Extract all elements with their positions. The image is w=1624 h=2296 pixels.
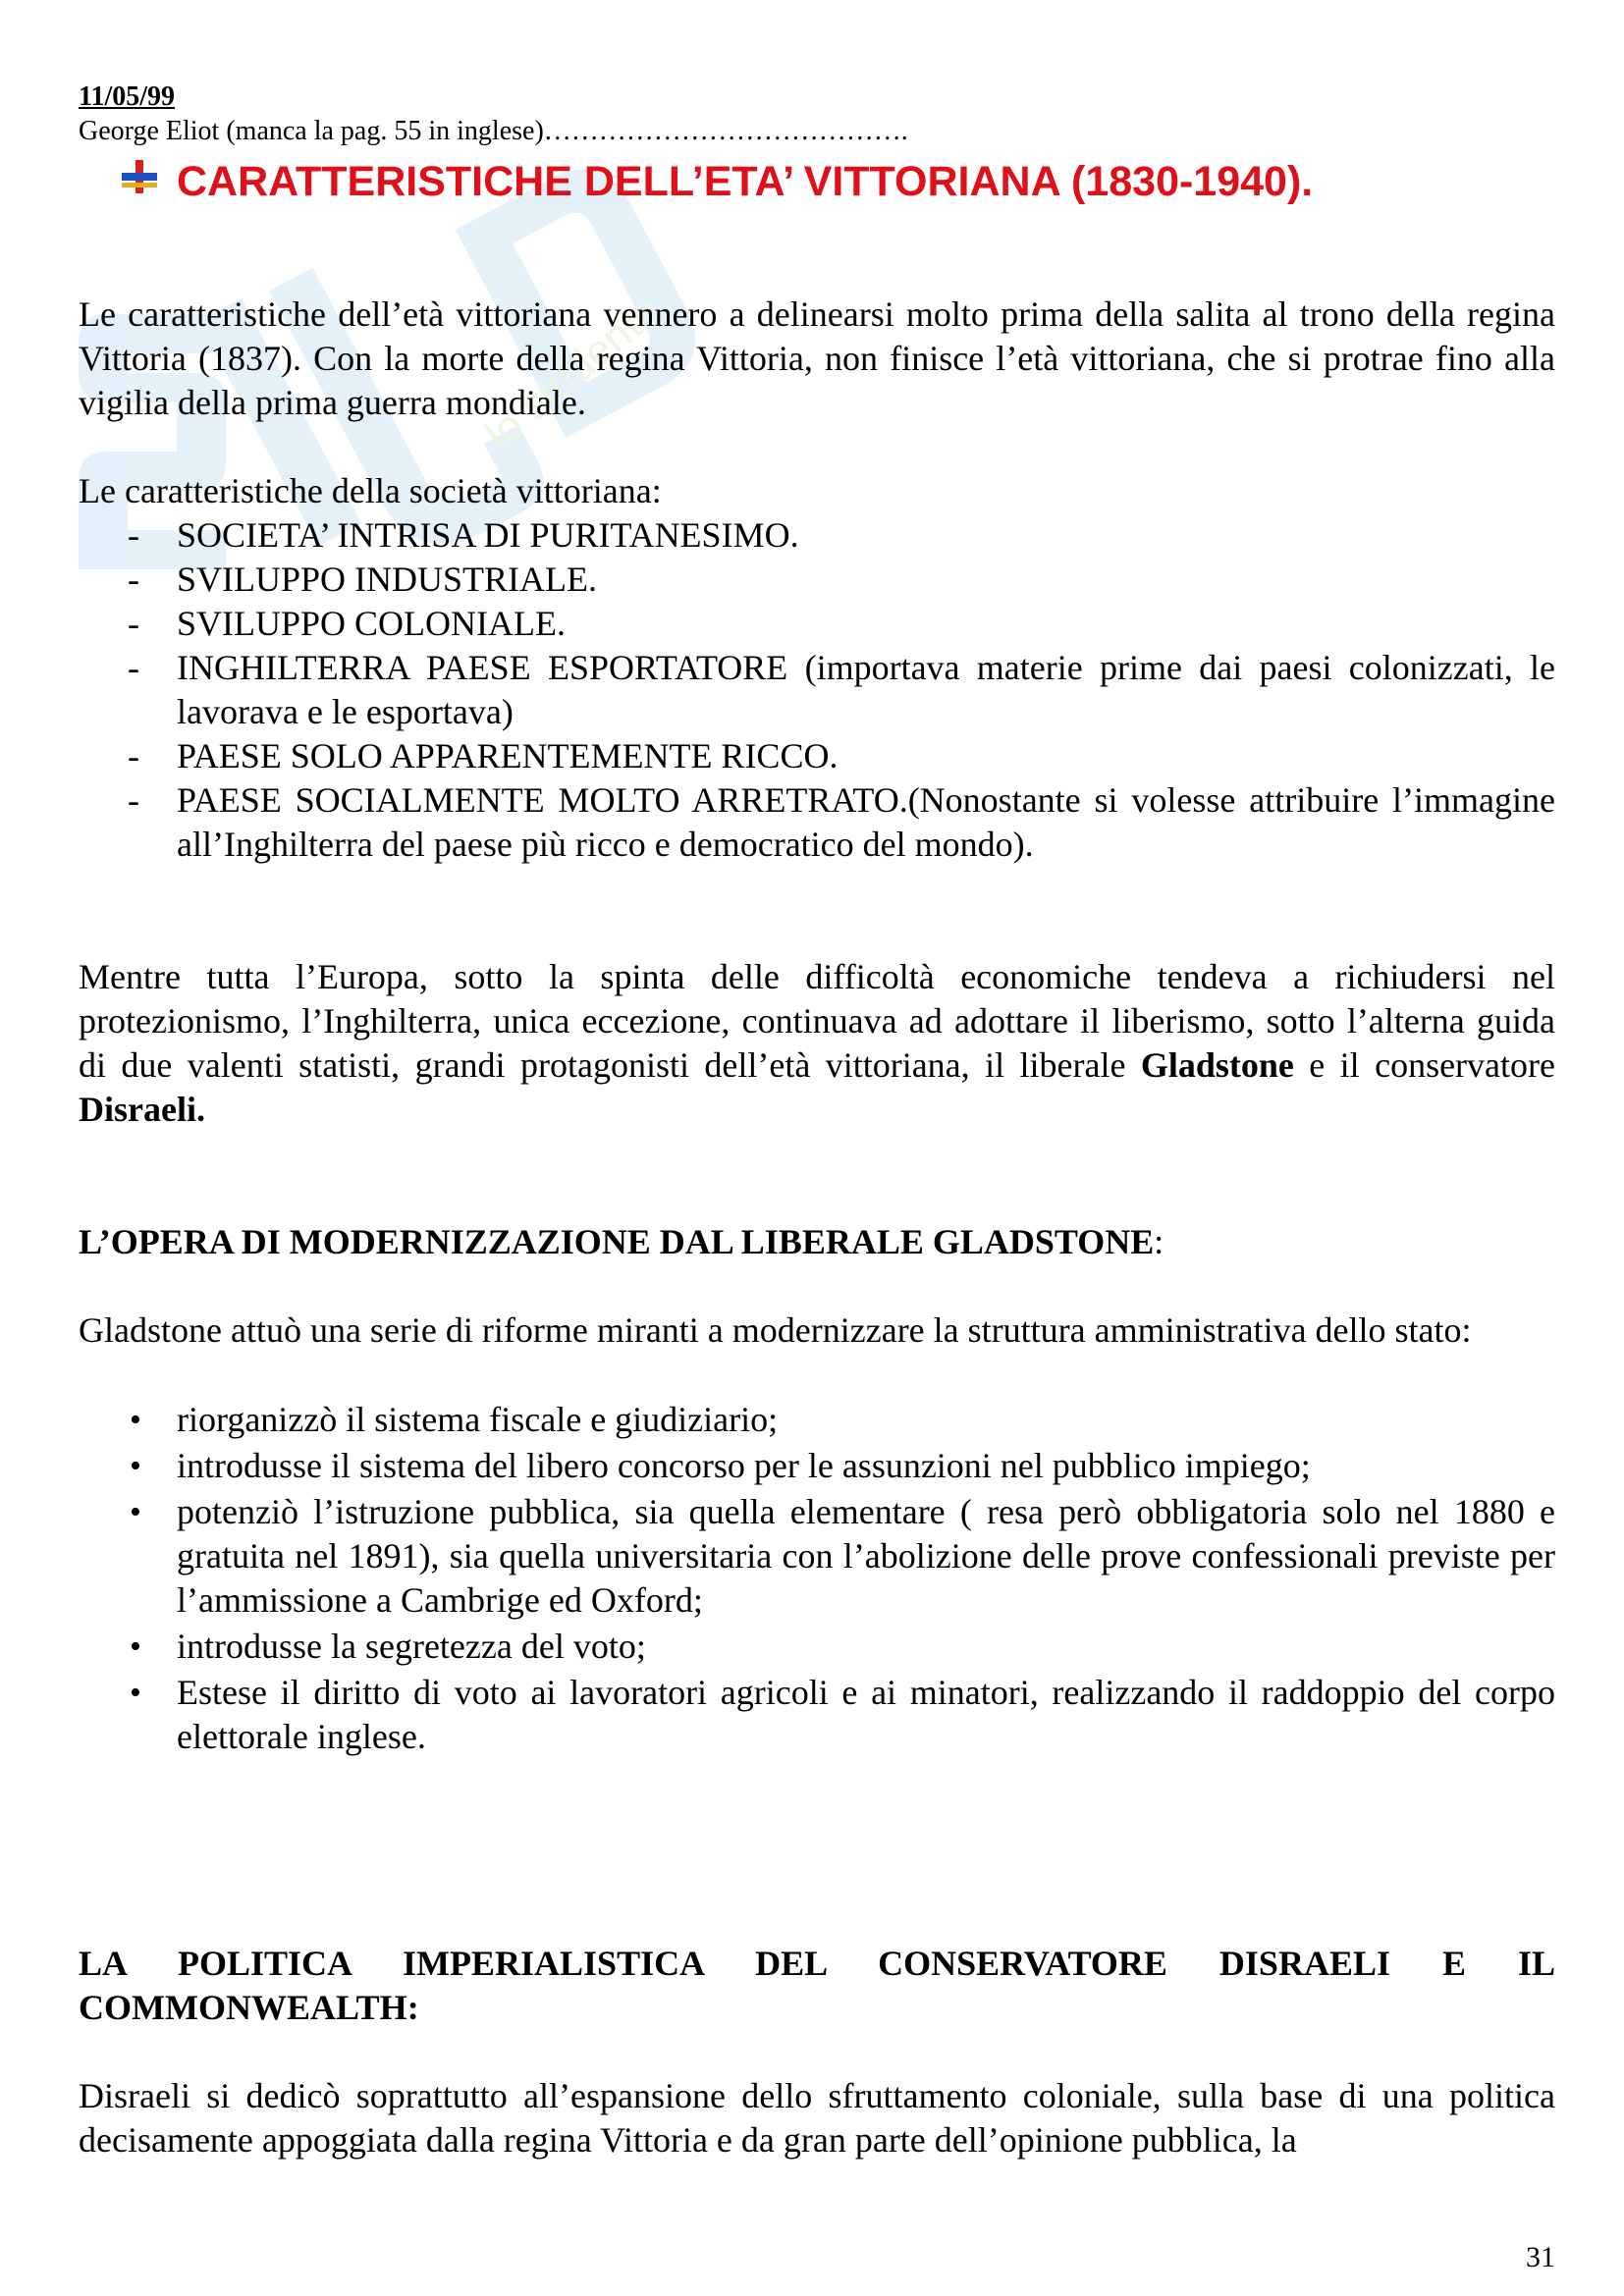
svg-text:lo studente: lo studente (475, 286, 670, 459)
disraeli-paragraph: Disraeli si dedicò soprattutto all’espansione dello sfruttamento coloniale, sulla base di una politica decisamente appoggiata dalla regina Vittoria e da gran parte dell’opinione pubblica, la (79, 2076, 1555, 2160)
gladstone-heading (79, 1220, 1555, 1264)
date: 11/05/99 (79, 81, 176, 112)
list-item: • potenziò l’istruzione pubblica, sia quella elementare ( resa però obbligatoria solo nel 1880 e gratuita nel 1891), sia quella universitaria con l’abolizione delle prove confessionali previste per l’ammissione a Cambrige ed Oxford; (79, 1490, 1555, 1623)
disraeli-heading: LA POLITICA IMPERIALISTICA DEL CONSERVATORE DISRAELI E IL COMMONWEALTH: (79, 1944, 1555, 2027)
list-item: - PAESE SOLO APPARENTEMENTE RICCO. (79, 734, 1555, 778)
bullet-plus-icon (122, 160, 157, 193)
list-item: - SOCIETA’ INTRISA DI PURITANESIMO. (79, 513, 1555, 558)
gladstone-lead: Gladstone attuò una serie di riforme miranti a modernizzare la struttura amministrativa dello stato: (79, 1310, 1472, 1350)
page-number: 31 (1526, 2241, 1555, 2273)
intro-paragraph: Le caratteristiche dell’età vittoriana vennero a delinearsi molto prima della salita al trono della regina Vittoria (1837). Con la morte della regina Vittoria, non finisce l’età vittoriana, che si protrae fino alla vigilia della prima guerra mondiale. (79, 294, 1555, 422)
society-list (79, 513, 1555, 867)
disraeli-name: Disraeli. (79, 1090, 205, 1129)
list-item: • riorganizzò il sistema fiscale e giudiziario; (79, 1398, 1555, 1442)
subtitle: George Eliot (manca la pag. 55 in inglese)…………………………………. (79, 116, 908, 146)
europe-paragraph (79, 955, 1555, 1132)
europe-text: Mentre tutta l’Europa, sotto la spinta delle difficoltà economiche tendeva a richiudersi nel protezionismo, l’Inghilterra, unica eccezione, continuava ad adottare il liberismo, sotto l’alterna guida di due valenti statisti, grandi protagonisti dell’età vittoriana, il liberale (79, 957, 1555, 1085)
list-item: - SVILUPPO INDUSTRIALE. (79, 558, 1555, 602)
page-title: CARATTERISTICHE DELL’ETA’ VITTORIANA (1830-1940). (177, 158, 1314, 205)
list-item: - PAESE SOCIALMENTE MOLTO ARRETRATO.(Nonostante si volesse attribuire l’immagine all’Inghilterra del paese più ricco e democratico del mondo). (79, 778, 1555, 867)
society-lead: Le caratteristiche della società vittoriana: (79, 471, 662, 510)
list-item: • Estese il diritto di voto ai lavoratori agricoli e ai minatori, realizzando il raddoppio del corpo elettorale inglese. (79, 1671, 1555, 1759)
list-item: • introdusse la segretezza del voto; (79, 1625, 1555, 1669)
gladstone-reforms-list (79, 1398, 1555, 1759)
heading-colon: : (1154, 1222, 1164, 1261)
list-item: • introdusse il sistema del libero concorso per le assunzioni nel pubblico impiego; (79, 1444, 1555, 1488)
list-item: - INGHILTERRA PAESE ESPORTATORE (importava materie prime dai paesi colonizzati, le lavorava e le esportava) (79, 646, 1555, 734)
gladstone-heading-text: L’OPERA DI MODERNIZZAZIONE DAL LIBERALE GLADSTONE (79, 1222, 1155, 1261)
europe-mid: e il conservatore (1293, 1045, 1555, 1085)
list-item: - SVILUPPO COLONIALE. (79, 602, 1555, 646)
gladstone-name: Gladstone (1140, 1045, 1294, 1085)
